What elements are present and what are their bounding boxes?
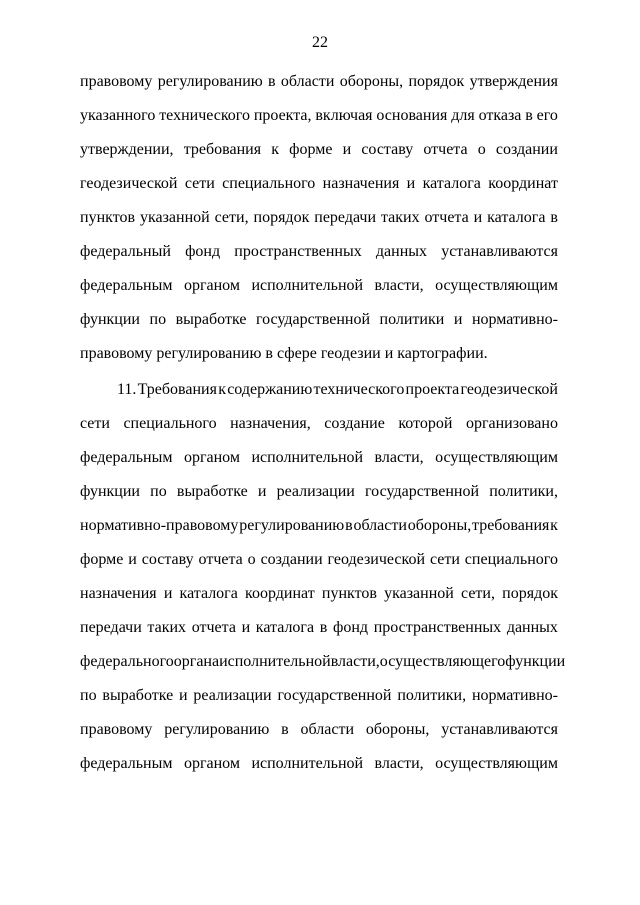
word: назначения (80, 585, 157, 602)
word: органом (183, 277, 240, 294)
word: отказа (478, 107, 522, 124)
word: отчета (198, 551, 243, 568)
word: правовому (80, 73, 153, 90)
text-line (80, 616, 558, 640)
text-line (117, 378, 558, 402)
word: федеральный (80, 243, 171, 260)
word: фонд (332, 619, 369, 636)
word: основания (376, 107, 448, 124)
word: создании (495, 141, 558, 158)
word: по (149, 311, 167, 328)
text-line (80, 274, 558, 298)
word: передачи (80, 619, 142, 636)
word: отчета (191, 619, 236, 636)
word: функции (80, 311, 140, 328)
word: органа (173, 653, 220, 670)
word: обороны, (365, 721, 430, 738)
word: требования (183, 141, 262, 158)
word: порядок (253, 209, 310, 226)
word: выработке (175, 311, 247, 328)
word: и (257, 483, 267, 500)
text-line (80, 582, 558, 606)
word: порядок (408, 73, 465, 90)
word: политики, (397, 687, 467, 704)
word: пространственных (234, 243, 362, 260)
word: осуществляющим (435, 449, 558, 466)
word: каталога (487, 209, 546, 226)
word: создании (260, 551, 323, 568)
word: и (342, 141, 352, 158)
word: для (451, 107, 475, 124)
word: указанной (139, 209, 210, 226)
text-line (80, 70, 558, 94)
word: правовому (80, 721, 153, 738)
word: специального (222, 175, 316, 192)
word: и (453, 311, 463, 328)
word: проекта, (253, 107, 312, 124)
text-line (80, 514, 558, 538)
word: в (550, 209, 558, 226)
text-line (80, 446, 558, 470)
word: организовано (465, 415, 558, 432)
word: исполнительной (251, 449, 364, 466)
text-line (80, 684, 558, 708)
word: к (550, 517, 558, 534)
text-line (80, 752, 558, 776)
word: составу (361, 141, 414, 158)
text-line (80, 104, 558, 128)
word: данных (506, 619, 558, 636)
text-line (80, 718, 558, 742)
word: нормативно- (471, 311, 558, 328)
word: 11. (117, 381, 137, 398)
word: которой (398, 415, 453, 432)
word: требования (472, 517, 550, 534)
word: области (280, 73, 335, 90)
word: специального (464, 551, 558, 568)
word: федеральным (80, 755, 173, 772)
word: государственной (277, 687, 392, 704)
word: указанного (80, 107, 156, 124)
word: политики (379, 311, 445, 328)
word: сети (80, 415, 110, 432)
word: Требования (137, 381, 217, 398)
word: таких (147, 619, 187, 636)
word: власти, (330, 653, 380, 670)
word: утверждении, (80, 141, 174, 158)
text-line (80, 308, 558, 332)
word: геодезической (460, 381, 558, 398)
word: и (128, 551, 137, 568)
word: каталога (422, 175, 481, 192)
word: выработке (176, 483, 248, 500)
word: сети, (461, 585, 495, 602)
word: содержанию (227, 381, 313, 398)
word: регулированию (157, 73, 263, 90)
word: фонд (185, 243, 221, 260)
word: к (218, 381, 226, 398)
word: отчета (424, 209, 469, 226)
word: реализации (193, 687, 272, 704)
word: таких (380, 209, 420, 226)
word: государственной (255, 311, 370, 328)
word: государственной (365, 483, 480, 500)
word: о (247, 551, 256, 568)
word: функции (80, 483, 140, 500)
word: нормативно- (471, 687, 558, 704)
word: области (300, 721, 355, 738)
text-line (80, 172, 558, 196)
word: координат (488, 175, 558, 192)
word: осуществляющего (379, 653, 506, 670)
word: осуществляющим (435, 755, 558, 772)
word: в (268, 73, 276, 90)
word: утверждения (469, 73, 558, 90)
word: политики, (489, 483, 558, 500)
text-line (80, 412, 558, 436)
word: обороны, (339, 73, 404, 90)
word: каталога (179, 585, 238, 602)
word: и (473, 209, 483, 226)
word: реализации (276, 483, 355, 500)
word: исполнительной (251, 277, 364, 294)
word: геодезической (80, 175, 178, 192)
word: устанавливаются (441, 243, 558, 260)
word: в (319, 619, 328, 636)
text-line (80, 138, 558, 162)
word: создание (324, 415, 385, 432)
word: власти, (374, 277, 424, 294)
word: и (241, 619, 251, 636)
word: порядок (502, 585, 558, 602)
word: сети (184, 175, 215, 192)
word: к (271, 141, 279, 158)
word: органом (183, 449, 240, 466)
word: отчета (423, 141, 468, 158)
word: и (163, 585, 173, 602)
word: федерального (80, 653, 174, 670)
word: технического (313, 381, 405, 398)
word: передачи (314, 209, 377, 226)
word: сети (429, 551, 460, 568)
word: пунктов (80, 209, 136, 226)
word: специального (123, 415, 217, 432)
word: о (477, 141, 486, 158)
word: включая (315, 107, 373, 124)
word: назначения, (230, 415, 311, 432)
word: регулированию (164, 721, 270, 738)
text-line (80, 206, 558, 230)
word: форме (289, 141, 333, 158)
word: по (150, 483, 167, 500)
word: составу (141, 551, 194, 568)
word: в (525, 107, 533, 124)
text-line (80, 548, 558, 572)
word: его (536, 107, 558, 124)
word: в (345, 517, 353, 534)
word: осуществляющим (435, 277, 558, 294)
word: обороны, (407, 517, 472, 534)
word: нормативно-правовому (80, 517, 239, 534)
word: выработке (102, 687, 174, 704)
word: проекта (405, 381, 460, 398)
word: технического (159, 107, 250, 124)
word: исполнительной (251, 755, 364, 772)
word: регулированию (239, 517, 345, 534)
word: федеральным (80, 449, 173, 466)
word: геодезической (327, 551, 426, 568)
page-number: 22 (312, 34, 328, 51)
text-line (80, 240, 558, 264)
text-line (80, 650, 566, 674)
word: федеральным (80, 277, 173, 294)
word: устанавливаются (441, 721, 558, 738)
word: и (406, 175, 416, 192)
word: функции (505, 653, 566, 670)
word: области (353, 517, 407, 534)
word: сети, (214, 209, 249, 226)
word: пространственных (373, 619, 502, 636)
word: пунктов (321, 585, 377, 602)
text-line: правовому регулированию в сфере геодезии и картографии. (80, 345, 488, 362)
word: координат (245, 585, 315, 602)
word: форме (80, 551, 124, 568)
word: данных (375, 243, 428, 260)
word: исполнительной (219, 653, 331, 670)
word: власти, (374, 449, 424, 466)
word: назначения (322, 175, 400, 192)
word: власти, (374, 755, 424, 772)
word: органом (183, 755, 240, 772)
word: в (281, 721, 289, 738)
word: указанной (384, 585, 454, 602)
word: каталога (255, 619, 315, 636)
word: и (179, 687, 188, 704)
word: по (80, 687, 97, 704)
text-line (80, 480, 558, 504)
